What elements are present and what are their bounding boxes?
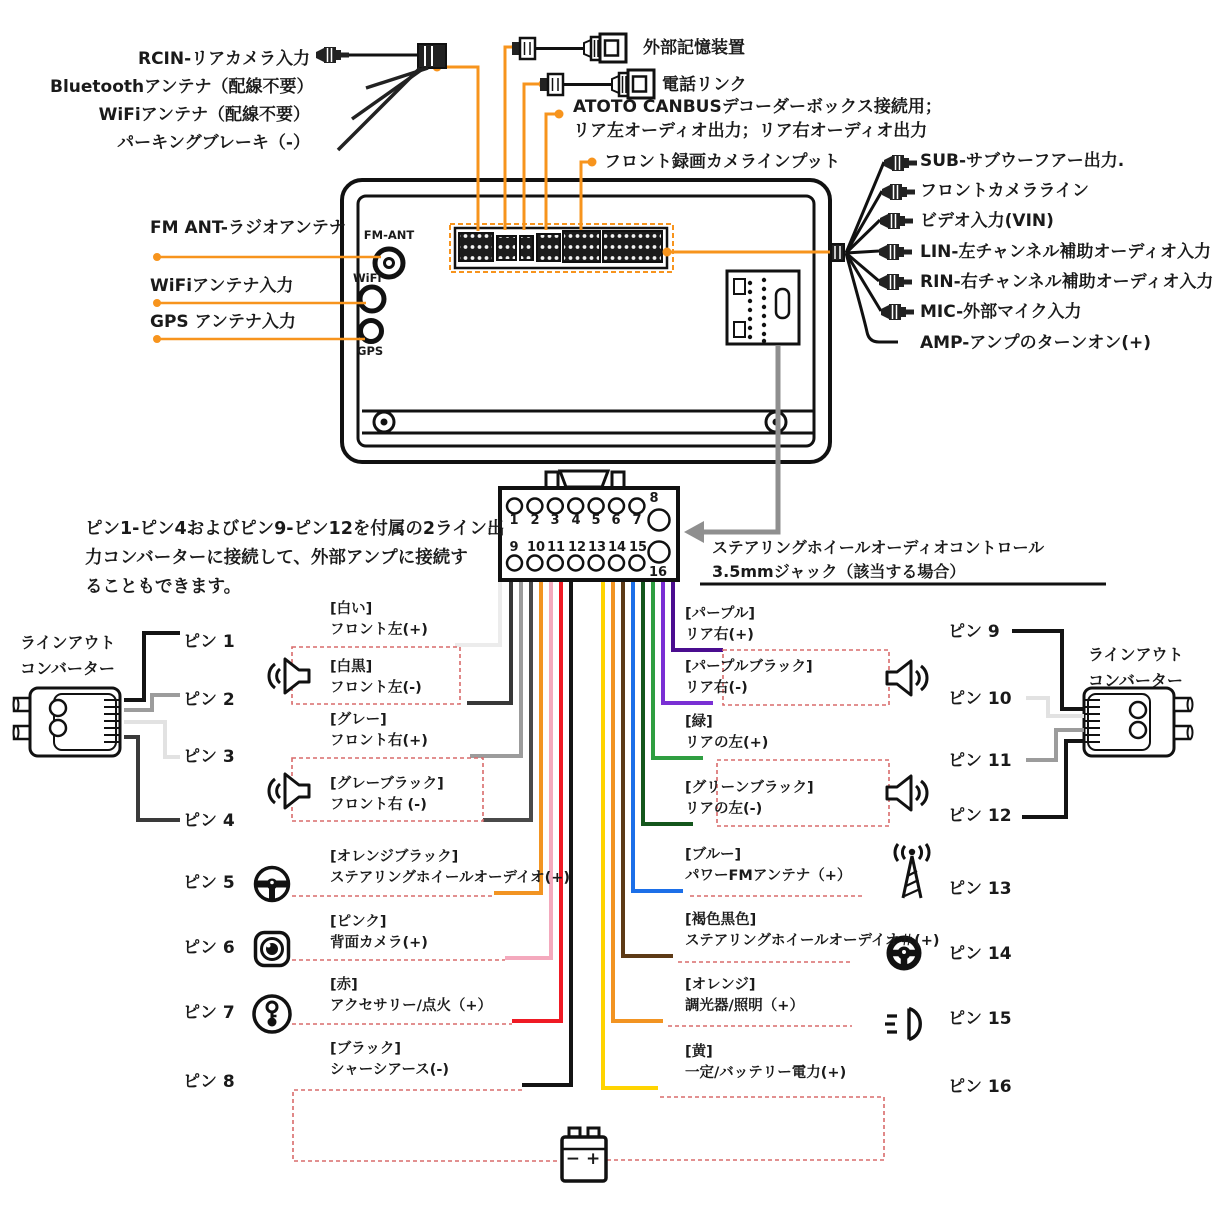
harness-wires bbox=[455, 578, 723, 1088]
swc-line-1: ステアリングホイールオーディオコントロール bbox=[712, 538, 1045, 557]
rca-video-icon bbox=[880, 213, 913, 229]
pin-16-label: ピン 16 bbox=[948, 1077, 1012, 1097]
pin-15-color: [オレンジ] bbox=[685, 977, 756, 993]
converter-left-label-1: ラインアウト bbox=[20, 633, 116, 652]
rear-camera-icon bbox=[256, 933, 289, 966]
label-canbus-1: ATOTO CANBUSデコーダーボックス接続用； bbox=[573, 97, 942, 117]
label-rcin: RCIN-リアカメラ入力 bbox=[137, 49, 310, 69]
plug-num-2: 2 bbox=[530, 513, 540, 528]
plug-num-15: 15 bbox=[629, 540, 648, 555]
pin-3-desc: フロント右(+) bbox=[330, 733, 428, 749]
pin-5-desc: ステアリングホイールオーデイオ(+) bbox=[330, 870, 571, 886]
plug-num-1: 1 bbox=[509, 513, 519, 528]
plug-num-3: 3 bbox=[550, 513, 560, 528]
plug-num-5: 5 bbox=[591, 513, 601, 528]
pin-2-label: ピン 2 bbox=[183, 690, 235, 710]
pin-16-desc: 一定/バッテリー電力(+) bbox=[685, 1065, 847, 1081]
label-front-dvr: フロント録画カメラインプット bbox=[604, 152, 841, 172]
plug-num-10: 10 bbox=[527, 540, 546, 555]
pin-14-wire bbox=[623, 578, 673, 956]
pin-5-color: [オレンジブラック] bbox=[330, 849, 459, 865]
pin-6-desc: 背面カメラ(+) bbox=[330, 935, 428, 951]
phone-link-cable bbox=[540, 70, 654, 98]
rca-sub-icon bbox=[884, 155, 917, 171]
label-sub-out: SUB-サブウーフアー出力. bbox=[920, 151, 1125, 171]
speaker-front-right-icon bbox=[269, 774, 309, 808]
pin-4-color: [グレーブラック] bbox=[330, 776, 444, 792]
lineout-converter-right bbox=[1084, 688, 1193, 756]
label-external-storage: 外部記憶装置 bbox=[643, 38, 745, 58]
pin-1-color: [白い] bbox=[330, 601, 373, 617]
plug-num-8: 8 bbox=[649, 491, 659, 506]
plug-num-6: 6 bbox=[611, 513, 621, 528]
pin-2-color: [白黒] bbox=[330, 659, 373, 675]
pin-12-color: [グリーンブラック] bbox=[685, 780, 814, 796]
label-amp: AMP-アンプのターンオン(+) bbox=[920, 333, 1152, 353]
pin-9-label: ピン 9 bbox=[948, 622, 1000, 642]
ignition-icon bbox=[254, 996, 290, 1032]
speaker-front-left-icon bbox=[269, 659, 309, 693]
headunit-wifi: WiFi bbox=[353, 271, 382, 285]
pin-1-label: ピン 1 bbox=[183, 632, 235, 652]
pin-11-color: [緑] bbox=[685, 714, 713, 730]
pin-10-color: [パープルブラック] bbox=[685, 659, 813, 675]
pin-1-desc: フロント左(+) bbox=[330, 622, 428, 638]
arrow-left-icon bbox=[684, 521, 704, 543]
battery-terminals-label: − + bbox=[565, 1149, 601, 1169]
socket-1 bbox=[459, 233, 493, 261]
plug-num-16: 16 bbox=[649, 565, 668, 580]
plug-num-4: 4 bbox=[571, 513, 581, 528]
pin-2-stub bbox=[124, 695, 180, 710]
pin-12-desc: リアの左(-) bbox=[685, 801, 763, 817]
pin-8-label: ピン 8 bbox=[183, 1072, 235, 1092]
rca-lin-icon bbox=[879, 244, 912, 260]
rca-mic-icon bbox=[881, 304, 914, 320]
pin-6-label: ピン 6 bbox=[183, 938, 235, 958]
converter-right-label-2: コンバーター bbox=[1088, 671, 1183, 690]
pin-8-desc: シャーシアース(-) bbox=[330, 1062, 450, 1078]
rear-camera-fanout bbox=[316, 44, 446, 150]
pin-13-color: [ブルー] bbox=[685, 847, 742, 863]
steering-wheel-icon bbox=[256, 868, 289, 901]
dimmer-light-icon bbox=[885, 1009, 920, 1040]
pin-9-color: [パープル] bbox=[685, 606, 755, 622]
pin-5-label: ピン 5 bbox=[183, 873, 235, 893]
label-video-in: ビデオ入力(VIN) bbox=[920, 211, 1054, 231]
plug-num-14: 14 bbox=[608, 540, 627, 555]
pin-14-label: ピン 14 bbox=[948, 944, 1012, 964]
pin-3-color: [グレー] bbox=[330, 712, 387, 728]
label-gps-in: GPS アンテナ入力 bbox=[150, 312, 296, 332]
label-wifi-antenna: WiFiアンテナ（配線不要） bbox=[98, 105, 310, 125]
pin-8-color: [ブラック] bbox=[330, 1041, 401, 1057]
pin-11-stub bbox=[1026, 730, 1084, 760]
head-unit bbox=[342, 180, 830, 462]
pin-4-desc: フロント右 (-) bbox=[330, 797, 427, 813]
pin-11-desc: リアの左(+) bbox=[685, 735, 769, 751]
pin-7-desc: アクセサリー/点火（+） bbox=[330, 998, 493, 1014]
wifi-jack bbox=[360, 287, 384, 311]
pin-7-color: [赤] bbox=[330, 977, 358, 993]
pin-10-desc: リア右(-) bbox=[685, 680, 748, 696]
headunit-gps: GPS bbox=[357, 344, 384, 358]
headunit-fm-ant: FM-ANT bbox=[363, 228, 415, 242]
plug-num-9: 9 bbox=[509, 540, 519, 555]
pin-3-stub bbox=[124, 722, 180, 757]
pin-7-label: ピン 7 bbox=[183, 1003, 235, 1023]
usb-storage-cable bbox=[512, 34, 626, 62]
label-front-cam-line: フロントカメラライン bbox=[920, 181, 1089, 201]
label-wifi-in: WiFiアンテナ入力 bbox=[150, 276, 294, 296]
label-parking-brake: パーキングブレーキ（-） bbox=[117, 133, 310, 153]
label-fm-ant: FM ANT-ラジオアンテナ bbox=[150, 218, 346, 238]
pin-4-label: ピン 4 bbox=[183, 811, 235, 831]
pin-2-desc: フロント左(-) bbox=[330, 680, 422, 696]
pin-13-wire bbox=[633, 578, 683, 891]
lineout-converter-left bbox=[14, 688, 121, 756]
pin-12-stub bbox=[1022, 741, 1084, 817]
plug-num-11: 11 bbox=[547, 540, 566, 555]
pin-1-stub bbox=[124, 633, 180, 700]
pin-15-label: ピン 15 bbox=[948, 1009, 1012, 1029]
fm-antenna-icon bbox=[895, 844, 929, 898]
converter-right-label-1: ラインアウト bbox=[1088, 645, 1184, 664]
speaker-rear-right-icon bbox=[887, 661, 927, 695]
pin-16-color: [黄] bbox=[685, 1044, 713, 1060]
pin-9-desc: リア右(+) bbox=[685, 627, 754, 643]
label-canbus-2: リア左オーディオ出力；リア右オーディオ出力 bbox=[573, 121, 928, 141]
speaker-rear-left-icon bbox=[887, 776, 927, 810]
socket-3 bbox=[520, 236, 533, 260]
plug-num-7: 7 bbox=[632, 513, 642, 528]
pin-11-label: ピン 11 bbox=[948, 751, 1012, 771]
pin-13-desc: パワーFMアンテナ（+） bbox=[685, 868, 852, 884]
pin-4-wire bbox=[483, 578, 531, 820]
label-rin: RIN-右チャンネル補助オーディオ入力 bbox=[920, 272, 1214, 292]
main-socket-16pin bbox=[727, 271, 799, 344]
label-phone-link: 電話リンク bbox=[662, 75, 747, 95]
pin-13-label: ピン 13 bbox=[948, 879, 1012, 899]
note-line-1: ピン1-ピン4およびピン9-ピン12を付属の2ライン出 bbox=[85, 519, 505, 539]
pin-4-stub bbox=[124, 737, 180, 820]
socket-6 bbox=[603, 231, 662, 262]
socket-2 bbox=[497, 236, 516, 260]
plug-num-13: 13 bbox=[588, 540, 607, 555]
swc-line-2: 3.5mmジャック（該当する場合） bbox=[712, 562, 966, 581]
label-mic: MIC-外部マイク入力 bbox=[920, 302, 1082, 322]
note-line-3: ることもできます。 bbox=[85, 577, 242, 597]
pin-6-color: [ピンク] bbox=[330, 914, 387, 930]
socket-4 bbox=[537, 234, 560, 261]
pin-1-wire bbox=[455, 578, 500, 645]
pin-15-desc: 調光器/照明（+） bbox=[685, 998, 804, 1014]
pin-14-color: [褐色黒色] bbox=[685, 912, 757, 928]
label-lin: LIN-左チャンネル補助オーディオ入力 bbox=[920, 242, 1212, 262]
socket-5 bbox=[563, 231, 600, 262]
label-bluetooth: Bluetoothアンテナ（配線不要） bbox=[50, 77, 314, 97]
converter-left-label-2: コンバーター bbox=[20, 659, 115, 678]
pin-3-label: ピン 3 bbox=[183, 747, 235, 767]
pin-10-label: ピン 10 bbox=[948, 689, 1012, 709]
rca-rin-icon bbox=[879, 274, 912, 290]
pin-12-label: ピン 12 bbox=[948, 806, 1012, 826]
pin-14-desc: ステアリングホイールオーデイオ＃(+) bbox=[685, 933, 940, 949]
rca-frontcam-icon bbox=[882, 184, 915, 200]
pin-3-wire bbox=[470, 578, 521, 756]
note-line-2: 力コンバーターに接続して、外部アンプに接続す bbox=[85, 548, 468, 568]
plug-num-12: 12 bbox=[568, 540, 587, 555]
pin-2-wire bbox=[467, 578, 511, 703]
